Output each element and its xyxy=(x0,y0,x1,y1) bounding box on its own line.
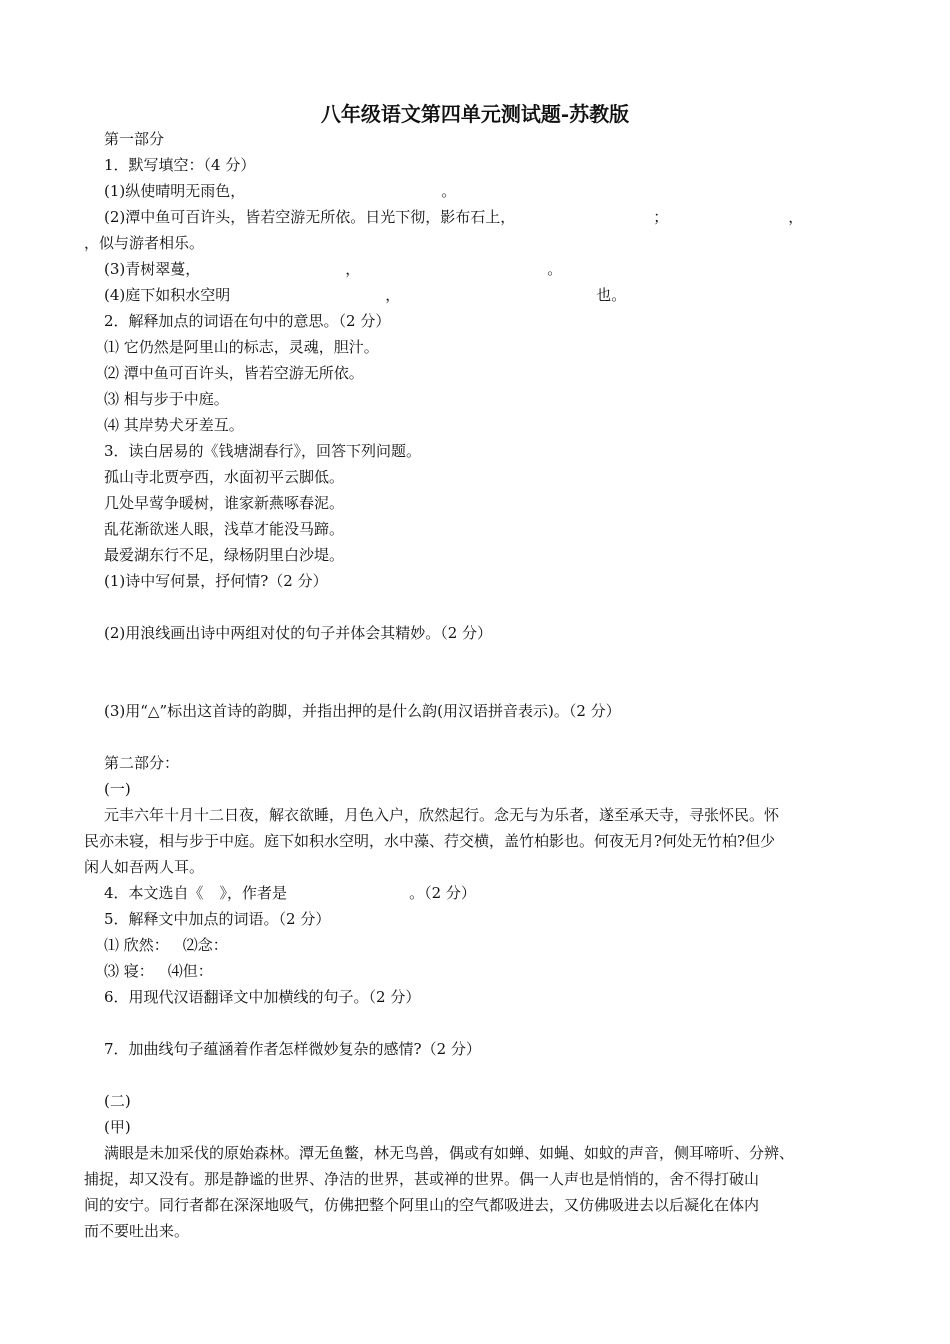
poem-line: 最爱湖东行不足，绿杨阴里白沙堤。 xyxy=(104,546,345,564)
q1-item-2-semicolon: ； xyxy=(653,208,669,226)
q1-item-3 xyxy=(104,259,562,279)
q4-part-1: 4．本文选自《 xyxy=(104,884,204,902)
q1-stem: 1．默写填空：（4 分） xyxy=(104,156,256,174)
q1-item-1 xyxy=(104,181,456,201)
q2-item: ⑷ 其岸势犬牙差互。 xyxy=(104,416,244,434)
q5-row-2 xyxy=(104,961,213,981)
part-two-heading: 第二部分： xyxy=(104,754,180,772)
q1-item-3-text: (3)青树翠蔓， xyxy=(104,260,201,278)
part-one-heading: 第一部分 xyxy=(104,130,165,148)
q1-item-2 xyxy=(104,207,803,227)
passage-line: 捕捉，却又没有。那是静谧的世界、净洁的世界，甚或禅的世界。偶一人声也是悄悄的，舍不得打破山 xyxy=(84,1170,760,1188)
passage-line: 闲人如吾两人耳。 xyxy=(84,858,205,876)
document-title: 八年级语文第四单元测试题-苏教版 xyxy=(320,102,630,126)
passage-line: 间的安宁。同行者都在深深地吸气，仿佛把整个阿里山的空气都吸进去，又仿佛吸进去以后凝化在体内 xyxy=(84,1196,760,1214)
passage-line: 元丰六年十月十二日夜，解衣欲睡，月色入户，欣然起行。念无与为乐者，遂至承天寺，寻张怀民。怀 xyxy=(104,806,780,824)
passage-line: 而不要吐出来。 xyxy=(84,1222,190,1240)
q5-item: ⑷但： xyxy=(167,962,213,980)
poem-line: 几处早莺争暖树，谁家新燕啄春泥。 xyxy=(104,494,345,512)
q3-sub-3: (3)用“△”标出这首诗的韵脚，并指出押的是什么韵(用汉语拼音表示)。（2 分） xyxy=(104,702,621,720)
q2-stem: 2．解释加点的词语在句中的意思。（2 分） xyxy=(104,312,391,330)
q5-stem: 5．解释文中加点的词语。（2 分） xyxy=(104,910,331,928)
poem-line: 乱花渐欲迷人眼，浅草才能没马蹄。 xyxy=(104,520,345,538)
q2-item: ⑶ 相与步于中庭。 xyxy=(104,390,229,408)
q1-item-4 xyxy=(104,285,626,305)
q1-item-1-end: 。 xyxy=(441,182,457,200)
q1-item-4-text: (4)庭下如积水空明 xyxy=(104,286,231,304)
q6: 6．用现代汉语翻译文中加横线的句子。（2 分） xyxy=(104,988,421,1006)
q3-sub-1: (1)诗中写何景，抒何情?（2 分） xyxy=(104,572,328,590)
q2-item: ⑵ 潭中鱼可百许头，皆若空游无所依。 xyxy=(104,364,364,382)
q1-item-2-cont: ，似与游者相乐。 xyxy=(84,234,205,252)
q1-item-1-text: (1)纵使晴明无雨色， xyxy=(104,182,246,200)
q4 xyxy=(104,883,476,903)
q5-row-1 xyxy=(104,935,228,955)
q5-item: ⑵念： xyxy=(182,936,228,954)
q5-item: ⑴ 欣然： xyxy=(104,936,169,954)
q1-item-2-text: (2)潭中鱼可百许头，皆若空游无所依。日光下彻，影布石上， xyxy=(104,208,516,226)
q1-item-4-comma: ， xyxy=(385,286,401,304)
q3-stem: 3．读白居易的《钱塘湖春行》，回答下列问题。 xyxy=(104,442,422,460)
q4-part-2: 》，作者是 xyxy=(219,884,288,902)
subsection-label: (甲) xyxy=(104,1118,131,1136)
q7: 7．加曲线句子蕴涵着作者怎样微妙复杂的感情?（2 分） xyxy=(104,1040,481,1058)
passage-line: 满眼是未加采伐的原始森林。潭无鱼鳖，林无鸟兽，偶或有如蝉、如蝇、如蚊的声音，侧耳啼听、分辨、 xyxy=(104,1144,795,1162)
poem-line: 孤山寺北贾亭西，水面初平云脚低。 xyxy=(104,468,345,486)
q1-item-2-comma: ， xyxy=(788,208,804,226)
section-one-label: (一) xyxy=(104,780,131,798)
passage-line: 民亦未寝，相与步于中庭。庭下如积水空明，水中藻、荇交横，盖竹柏影也。何夜无月?何处无竹柏?但少 xyxy=(84,832,776,850)
q5-item: ⑶ 寝： xyxy=(104,962,154,980)
q1-item-3-end: 。 xyxy=(547,260,563,278)
q3-sub-2: (2)用浪线画出诗中两组对仗的句子并体会其精妙。（2 分） xyxy=(104,624,493,642)
q1-item-3-comma: ， xyxy=(345,260,361,278)
section-two-label: (二) xyxy=(104,1092,131,1110)
q1-item-4-end: 也。 xyxy=(596,286,627,304)
q2-item: ⑴ 它仍然是阿里山的标志，灵魂，胆汁。 xyxy=(104,338,379,356)
q4-part-3: 。（2 分） xyxy=(409,884,476,902)
